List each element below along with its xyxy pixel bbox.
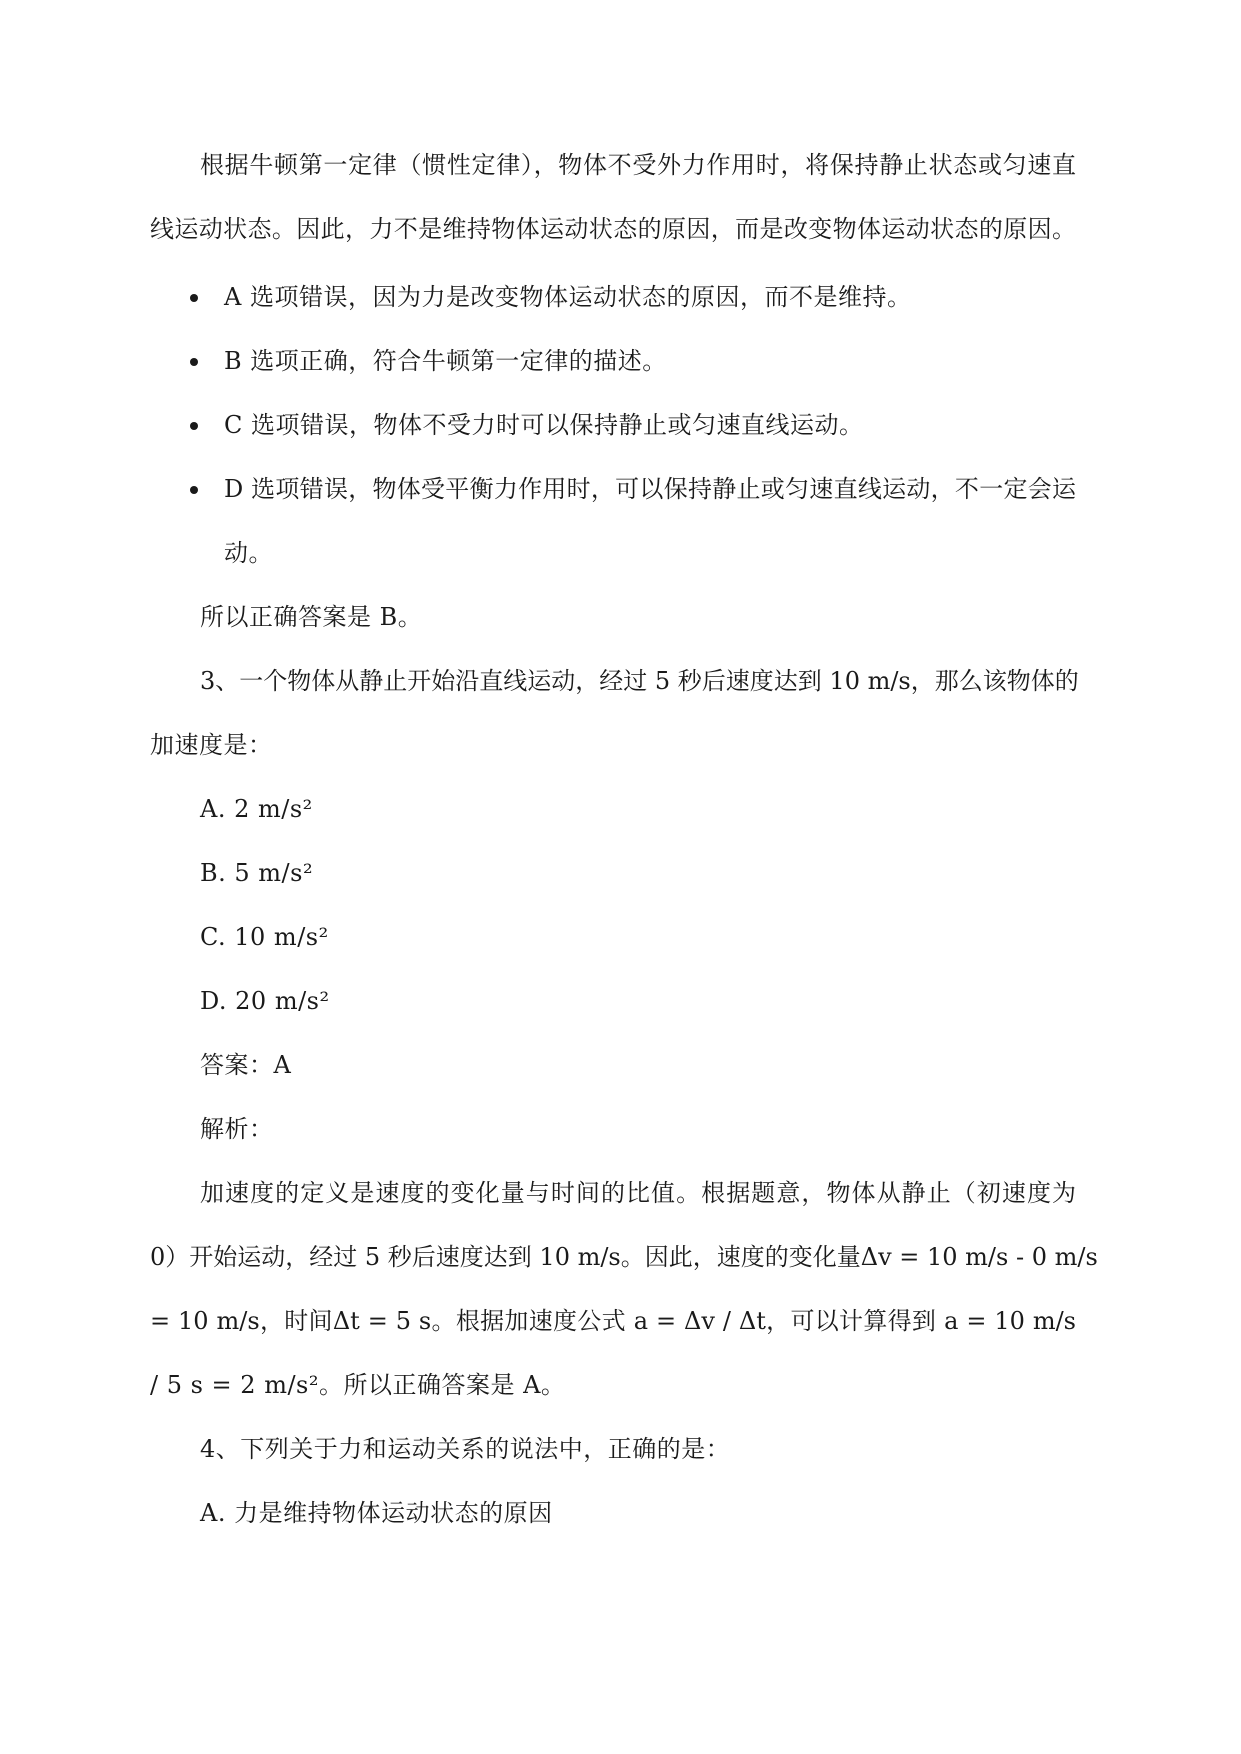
option-b: B. 5 m/s² bbox=[200, 859, 314, 887]
question-4-text: 4、下列关于力和运动关系的说法中，正确的是： bbox=[200, 1435, 731, 1463]
bullet-text: D 选项错误，物体受平衡力作用时，可以保持静止或匀速直线运动，不一定会运 bbox=[224, 475, 1076, 503]
option-a: A. 2 m/s² bbox=[200, 795, 313, 823]
bullet-dot bbox=[190, 358, 198, 366]
analysis-line: 加速度的定义是速度的变化量与时间的比值。根据题意，物体从静止（初速度为 bbox=[200, 1179, 1076, 1207]
answer-summary: 所以正确答案是 B。 bbox=[200, 603, 423, 631]
option-d: D. 20 m/s² bbox=[200, 987, 330, 1015]
analysis-line: / 5 s = 2 m/s²。所以正确答案是 A。 bbox=[150, 1371, 566, 1399]
paragraph-line: 线运动状态。因此，力不是维持物体运动状态的原因，而是改变物体运动状态的原因。 bbox=[150, 215, 1076, 243]
bullet-dot bbox=[190, 422, 198, 430]
option-a: A. 力是维持物体运动状态的原因 bbox=[200, 1499, 553, 1527]
bullet-continuation: 动。 bbox=[224, 539, 273, 567]
bullet-text: B 选项正确，符合牛顿第一定律的描述。 bbox=[224, 347, 667, 375]
question-3-text: 3、一个物体从静止开始沿直线运动，经过 5 秒后速度达到 10 m/s，那么该物体的 bbox=[200, 667, 1079, 695]
bullet-dot bbox=[190, 486, 198, 494]
analysis-line: 0）开始运动，经过 5 秒后速度达到 10 m/s。因此，速度的变化量Δv = 10 m/s - 0 m/s bbox=[150, 1243, 1098, 1271]
paragraph-line: 根据牛顿第一定律（惯性定律），物体不受外力作用时，将保持静止状态或匀速直 bbox=[200, 151, 1076, 179]
option-c: C. 10 m/s² bbox=[200, 923, 329, 951]
analysis-line: = 10 m/s，时间Δt = 5 s。根据加速度公式 a = Δv / Δt，可以计算得到 a = 10 m/s bbox=[150, 1307, 1076, 1335]
bullet-text: A 选项错误，因为力是改变物体运动状态的原因，而不是维持。 bbox=[224, 283, 912, 311]
question-3-text: 加速度是： bbox=[150, 731, 273, 759]
answer-label: 答案：A bbox=[200, 1051, 292, 1079]
bullet-dot bbox=[190, 294, 198, 302]
analysis-label: 解析： bbox=[200, 1115, 274, 1143]
bullet-text: C 选项错误，物体不受力时可以保持静止或匀速直线运动。 bbox=[224, 411, 864, 439]
